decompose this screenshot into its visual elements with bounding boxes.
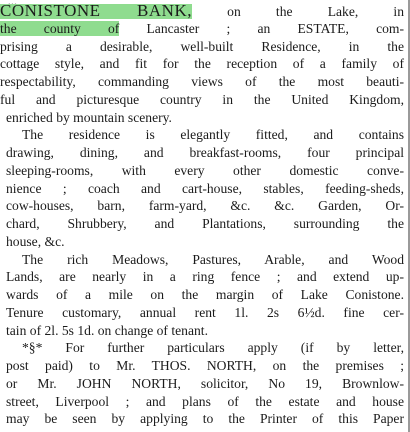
article-line: respectability, commanding views of the most beauti- (0, 74, 404, 89)
article-line: Lands, are nearly in a ring fence ; and extend up- (6, 269, 404, 285)
article-line: chard, Shrubbery, and Plantations, surrounding the (6, 216, 404, 231)
article-line: ful and picturesque country in the United Kingdom, (0, 91, 404, 107)
article-line: or Mr. JOHN NORTH, solicitor, No 19, Brownlow- (6, 375, 404, 391)
article-line: wards of a mile on the margin of Lake Conistone. (6, 287, 404, 302)
highlighted-title: CONISTONE BANK, (0, 1, 192, 20)
article-line: enriched by mountain scenery. (6, 109, 172, 125)
article-line: Tenure customary, annual rent 1l. 2s 6½d. fine cer- (6, 304, 404, 320)
article-line: drawing, dining, and breakfast-rooms, four principal (6, 145, 404, 160)
article-line: post paid) to Mr. THOS. NORTH, on the premises ; (6, 358, 404, 373)
paragraph-start: *§* For further particulars apply (if by letter, (22, 340, 404, 356)
article-line: sleeping-rooms, with every other domestic conve- (6, 162, 404, 178)
article-line: the county of Lancaster ; an ESTATE, com- (0, 20, 404, 36)
article-line: may be seen by applying to the Printer of this Paper (6, 411, 404, 427)
article-line: cow-houses, barn, farm-yard, &c. &c. Garden, Or- (6, 198, 404, 214)
article-line: cottage style, and fit for the reception of a family of (0, 56, 404, 72)
article-line: tain of 2l. 5s 1d. on change of tenant. (6, 322, 208, 338)
paragraph-start: The residence is elegantly fitted, and contains (22, 127, 404, 143)
article-line: street, Liverpool ; and plans of the estate and house (6, 393, 404, 409)
title-line: CONISTONE BANK, on the Lake, in (0, 1, 405, 20)
drop-cap: C (0, 1, 12, 20)
highlighted-county: the county of (0, 20, 120, 36)
article-line: house, &c. (6, 233, 65, 249)
paragraph-start: The rich Meadows, Pastures, Arable, and Wood (22, 251, 404, 267)
article-line: prising a desirable, well-built Residence, in the (0, 38, 404, 54)
article-line: nience ; coach and cart-house, stables, feeding-sheds, (6, 180, 404, 196)
